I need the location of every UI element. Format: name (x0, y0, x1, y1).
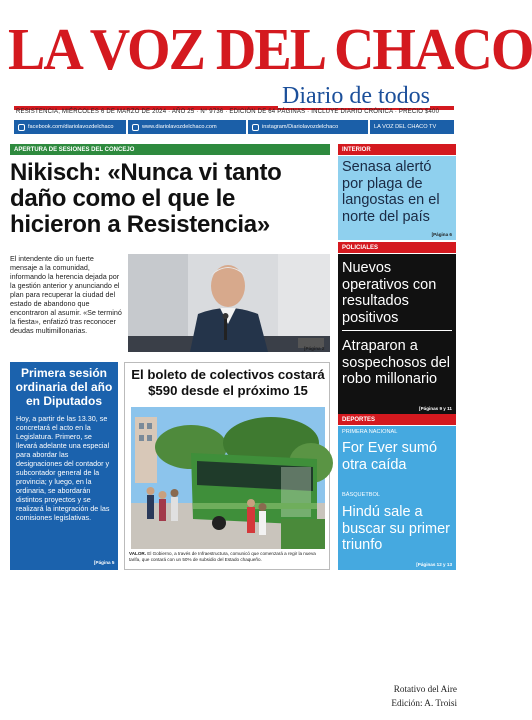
diputados-body: Hoy, a partir de las 13.30, se concretará el acto en la Legislatura. Primero, se llevará adelante una especial para abordar las designaciones del contador y subcontador general de la provincia; y luego, en la ordinaria, se abordarán distintos proyectos y se realizará la integración de las comisiones legislativas. (16, 414, 110, 522)
main-story-section: APERTURA DE SESIONES DEL CONCEJO (10, 144, 330, 155)
policiales-headline-1: Nuevos operativos con resultados positivos (342, 260, 437, 326)
diputados-page-ref: [Página 5 (94, 560, 115, 565)
policiales-divider (342, 330, 452, 331)
deportes-page-ref: [Páginas 12 y 13 (416, 562, 452, 567)
interior-page-ref: [Página 6 (431, 232, 452, 237)
instagram-link[interactable]: instagram/Diariolavozdelchaco (248, 120, 368, 134)
credit-line-1: Rotativo del Aire (393, 684, 457, 694)
newspaper-title: LA VOZ DEL CHACO (8, 17, 532, 83)
policiales-box[interactable] (338, 254, 456, 414)
mayor-speech-photo (128, 254, 330, 352)
main-headline[interactable]: Nikisch: «Nunca vi tanto daño como el que le hicieron a Resistencia» (10, 159, 282, 238)
website-link[interactable]: www.diariolavozdelchaco.com (128, 120, 246, 134)
interior-headline: Senasa alertó por plaga de langostas en el norte del país (342, 159, 440, 225)
main-story-page-ref: [Página 2 (304, 346, 325, 351)
deportes-headline-1: For Ever sumó otra caída (342, 440, 438, 473)
deportes-sub-1: PRIMERA NACIONAL (342, 429, 398, 435)
facebook-link[interactable]: facebook.com/diariolavozdelchaco (14, 120, 126, 134)
deportes-box[interactable] (338, 426, 456, 570)
social-links-bar (14, 120, 454, 134)
deportes-headline-2: Hindú sale a buscar su primer triunfo (342, 504, 450, 553)
diputados-box[interactable] (10, 362, 118, 570)
photo-illustration (128, 254, 330, 352)
bus-photo-caption: VALOR. El Gobierno, a través de Infraestructura, comunicó que comenzará a regir la nueva tarifa, que contará con un 50% de subsidio del Estado chaqueño. (129, 551, 316, 562)
tv-link[interactable]: LA VOZ DEL CHACO TV (370, 120, 454, 134)
bus-fare-story[interactable] (124, 362, 330, 570)
interior-section: INTERIOR (338, 144, 456, 155)
newspaper-front-page (8, 8, 532, 578)
deportes-sub-2: BÁSQUETBOL (342, 492, 380, 498)
policiales-page-ref: [Páginas 9 y 11 (419, 406, 452, 411)
deportes-section: DEPORTES (338, 414, 456, 425)
credit-line-2: Edición: A. Troisi (391, 698, 457, 708)
newspaper-slogan: Diario de todos (278, 84, 430, 108)
diputados-title: Primera sesión ordinaria del año en Diputados (15, 366, 113, 408)
edition-info-line: RESISTENCIA, MIÉRCOLES 6 DE MARZO DE 2024 · AÑO 25 · N° 9736 · EDICIÓN DE 64 PÁGINAS · INCLUYE DIARIO CRÓNICA · PRECIO $400 (16, 109, 440, 115)
bus-illustration (131, 407, 325, 549)
web-icon (132, 124, 139, 131)
main-story-lede: El intendente dio un fuerte mensaje a la comunidad, informando la herencia dejada por la gestión anterior y anunciando el plan para recuperar la ciudad del estado de abandono que encontraron al asumir. «Se terminó la fiesta», enfatizó tras reconocer deudas multimillonarias. (10, 254, 122, 335)
masthead (8, 17, 532, 109)
interior-box[interactable] (338, 156, 456, 240)
policiales-section: POLICIALES (338, 242, 456, 253)
bus-photo (131, 407, 325, 549)
policiales-headline-2: Atraparon a sospechosos del robo millonario (342, 338, 451, 387)
instagram-icon (252, 124, 259, 131)
bus-fare-headline: El boleto de colectivos costará $590 desde el próximo 15 (131, 367, 325, 398)
facebook-icon (18, 124, 25, 131)
